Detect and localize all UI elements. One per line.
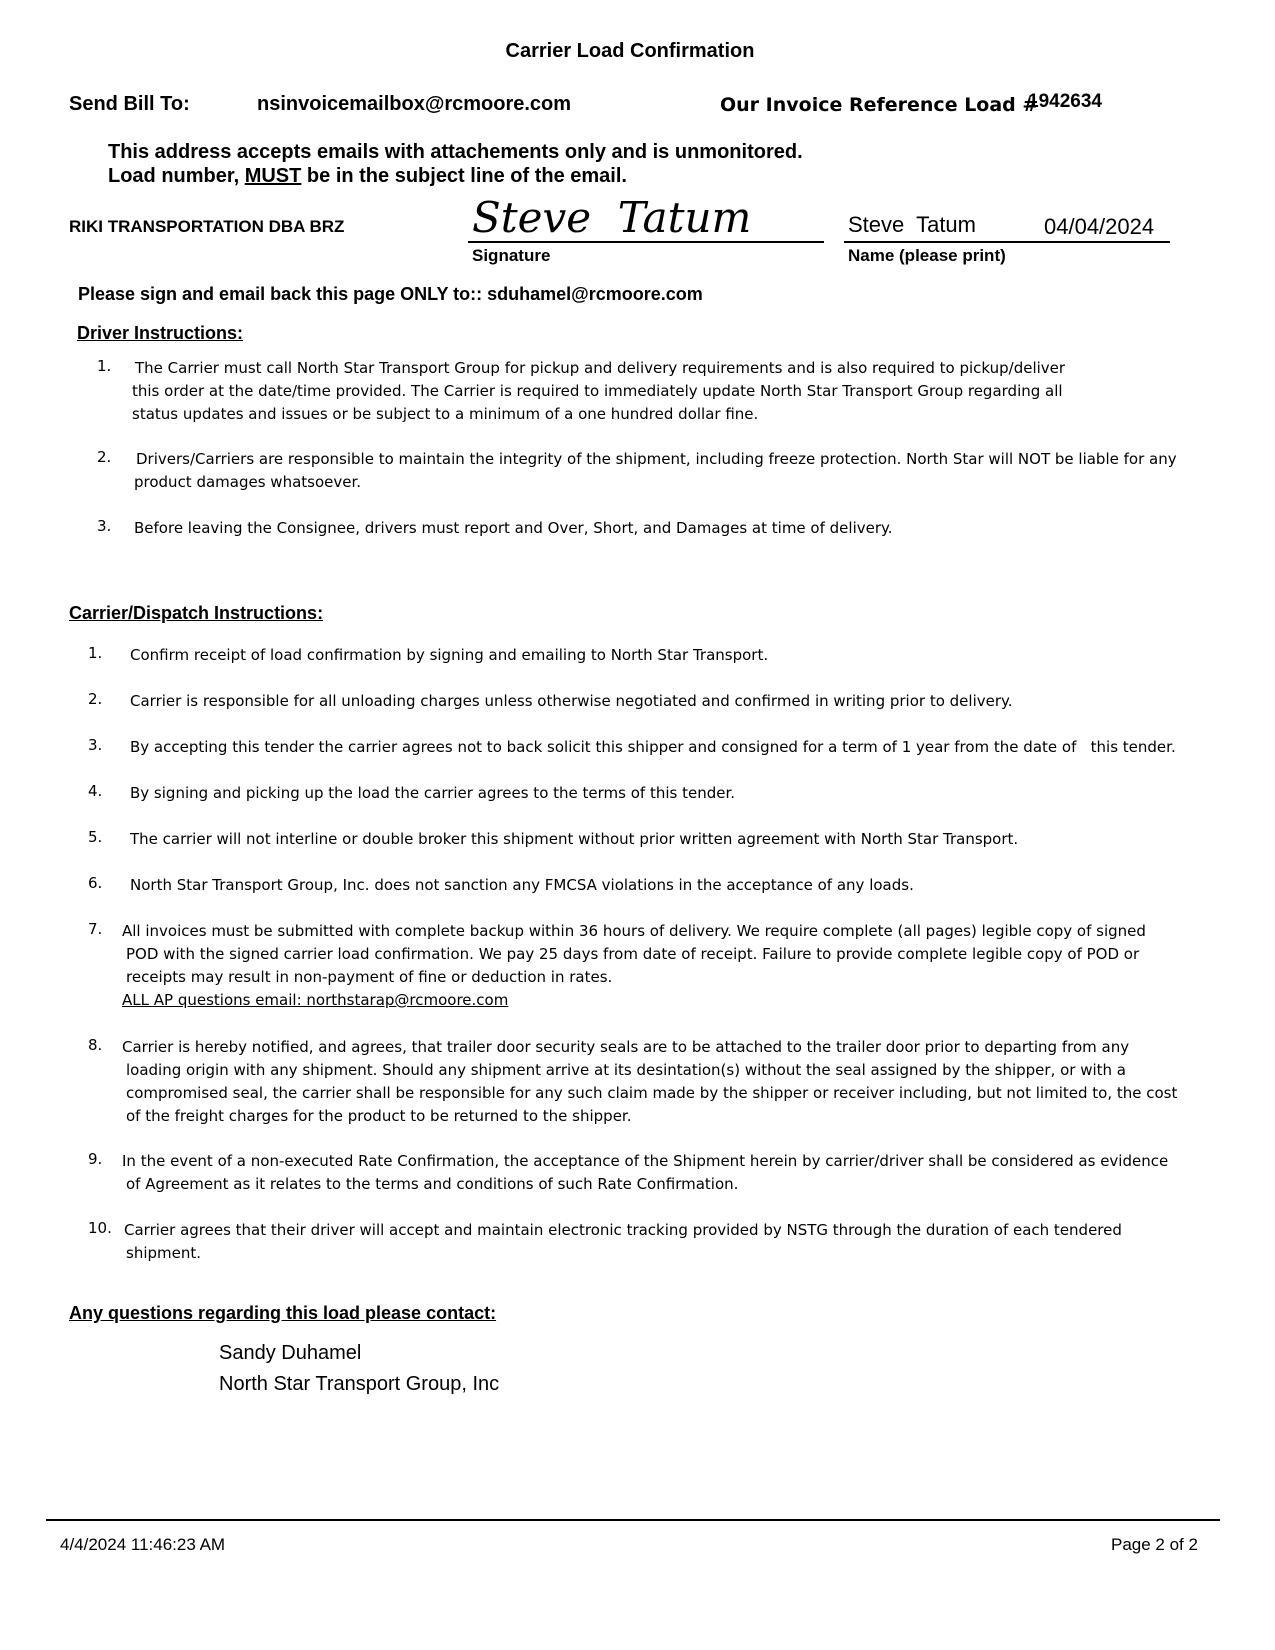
dispatch-item-text xyxy=(122,1036,1177,1128)
driver-item-text xyxy=(132,357,1065,426)
ap-questions-email: ALL AP questions email: northstarap@rcmoore.com xyxy=(122,991,509,1009)
driver-item-line: Before leaving the Consignee, drivers must report and Over, Short, and Damages at time of delivery. xyxy=(134,519,893,537)
dispatch-item-number: 9. xyxy=(88,1150,103,1168)
signature-line xyxy=(468,241,824,243)
dispatch-item-line: Carrier is responsible for all unloading charges unless otherwise negotiated and confirmed in writing prior to delivery. xyxy=(130,692,1013,710)
dispatch-item-number: 8. xyxy=(88,1036,103,1054)
dispatch-item-text xyxy=(130,644,768,667)
contact-name: Sandy Duhamel xyxy=(219,1342,362,1364)
dispatch-item-text xyxy=(130,690,1013,713)
dispatch-item-text xyxy=(122,1150,1168,1196)
dispatch-item-number: 6. xyxy=(88,874,103,892)
driver-item-line: The Carrier must call North Star Transport Group for pickup and delivery requirements and is also required to pickup/deliver xyxy=(135,359,1066,377)
driver-item-number: 3. xyxy=(97,517,112,535)
email-note-line-2 xyxy=(108,165,627,188)
dispatch-item-line: compromised seal, the carrier shall be responsible for any such claim made by the shipper or receiver including, but not limited to, the cost xyxy=(126,1084,1178,1102)
dispatch-item-line: The carrier will not interline or double broker this shipment without prior written agreement with North Star Transport. xyxy=(130,830,1019,848)
dispatch-item-line: receipts may result in non-payment of fine or deduction in rates. xyxy=(126,968,613,986)
send-bill-to-label: Send Bill To: xyxy=(69,93,190,115)
contact-company: North Star Transport Group, Inc xyxy=(219,1373,500,1395)
dispatch-item-number: 5. xyxy=(88,828,103,846)
footer-timestamp: 4/4/2024 11:46:23 AM xyxy=(60,1535,226,1554)
dispatch-item-text xyxy=(130,736,1176,759)
load-number: 1942634 xyxy=(1028,91,1102,112)
signature-date: 04/04/2024 xyxy=(1044,214,1155,239)
driver-item-line: this order at the date/time provided. The Carrier is required to immediately update North Star Transport Group regarding all xyxy=(132,382,1063,400)
dispatch-item-text xyxy=(130,782,735,805)
dispatch-item-number: 10. xyxy=(88,1219,112,1237)
handwritten-signature xyxy=(470,188,820,244)
page-number: Page 2 of 2 xyxy=(1111,1535,1198,1554)
dispatch-item-line: Confirm receipt of load confirmation by signing and emailing to North Star Transport. xyxy=(130,646,769,664)
dispatch-item-number: 2. xyxy=(88,690,103,708)
driver-item-number: 2. xyxy=(97,448,112,466)
dispatch-item-line: By signing and picking up the load the carrier agrees to the terms of this tender. xyxy=(130,784,736,802)
dispatch-item-line: In the event of a non-executed Rate Confirmation, the acceptance of the Shipment herein by carrier/driver shall be considered as evidence xyxy=(122,1152,1169,1170)
dispatch-item-number: 4. xyxy=(88,782,103,800)
driver-item-line: Drivers/Carriers are responsible to maintain the integrity of the shipment, including freeze protection. North Star will NOT be liable for any xyxy=(136,450,1177,468)
dispatch-item-line: of the freight charges for the product to be returned to the shipper. xyxy=(126,1107,632,1125)
email-note-line-1: This address accepts emails with attachements only and is unmonitored. xyxy=(108,141,803,163)
dispatch-item-text xyxy=(124,1219,1122,1265)
carrier-name: RIKI TRANSPORTATION DBA BRZ xyxy=(69,217,345,236)
dispatch-item-number: 1. xyxy=(88,644,103,662)
dispatch-item-line: POD with the signed carrier load confirmation. We pay 25 days from date of receipt. Failure to provide complete legible copy of POD or xyxy=(126,945,1140,963)
dispatch-instructions-heading: Carrier/Dispatch Instructions: xyxy=(69,603,324,623)
dispatch-item-line: All invoices must be submitted with complete backup within 36 hours of delivery. We require complete (all pages) legible copy of signed xyxy=(122,922,1146,940)
driver-instructions-heading: Driver Instructions: xyxy=(77,323,244,343)
document-title: Carrier Load Confirmation xyxy=(505,40,755,62)
invoice-reference-label: Our Invoice Reference Load # xyxy=(720,94,1039,116)
dispatch-item-text xyxy=(130,828,1018,851)
email-note-suffix: be in the subject line of the email. xyxy=(301,165,627,187)
name-label: Name (please print) xyxy=(848,246,1006,265)
dispatch-item-line: loading origin with any shipment. Should any shipment arrive at its desintation(s) without the seal assigned by the shipper, or with a xyxy=(126,1061,1126,1079)
billing-email: nsinvoicemailbox@rcmoore.com xyxy=(257,93,572,115)
driver-item-text xyxy=(134,517,893,540)
dispatch-item-line: shipment. xyxy=(126,1244,202,1262)
dispatch-item-line: Carrier agrees that their driver will accept and maintain electronic tracking provided by NSTG through the duration of each tendered xyxy=(124,1221,1122,1239)
driver-item-line: product damages whatsoever. xyxy=(134,473,362,491)
signature-text: Steve Tatum xyxy=(472,193,752,242)
printed-name: Steve Tatum xyxy=(848,212,976,237)
dispatch-item-line: By accepting this tender the carrier agrees not to back solicit this shipper and consigned for a term of 1 year from the date of this tender. xyxy=(130,738,1176,756)
name-line xyxy=(844,241,1170,243)
signature-label: Signature xyxy=(472,246,551,265)
driver-item-number: 1. xyxy=(97,357,112,375)
email-note-prefix: Load number, xyxy=(108,165,245,187)
dispatch-item-number: 7. xyxy=(88,920,103,938)
dispatch-item-line: of Agreement as it relates to the terms and conditions of such Rate Confirmation. xyxy=(126,1175,739,1193)
dispatch-item-text xyxy=(130,874,914,897)
dispatch-item-line: Carrier is hereby notified, and agrees, that trailer door security seals are to be attached to the trailer door prior to departing from any xyxy=(122,1038,1130,1056)
dispatch-item-line: North Star Transport Group, Inc. does not sanction any FMCSA violations in the acceptance of any loads. xyxy=(130,876,914,894)
dispatch-item-number: 3. xyxy=(88,736,103,754)
driver-item-line: status updates and issues or be subject to a minimum of a one hundred dollar fine. xyxy=(132,405,759,423)
contact-heading: Any questions regarding this load please contact: xyxy=(69,1303,497,1323)
dispatch-item-text xyxy=(122,920,1146,1012)
return-instructions: Please sign and email back this page ONLY to:: sduhamel@rcmoore.com xyxy=(78,284,703,304)
footer-divider xyxy=(46,1519,1220,1521)
email-note-emphasis: MUST xyxy=(244,165,302,187)
driver-item-text xyxy=(134,448,1177,494)
